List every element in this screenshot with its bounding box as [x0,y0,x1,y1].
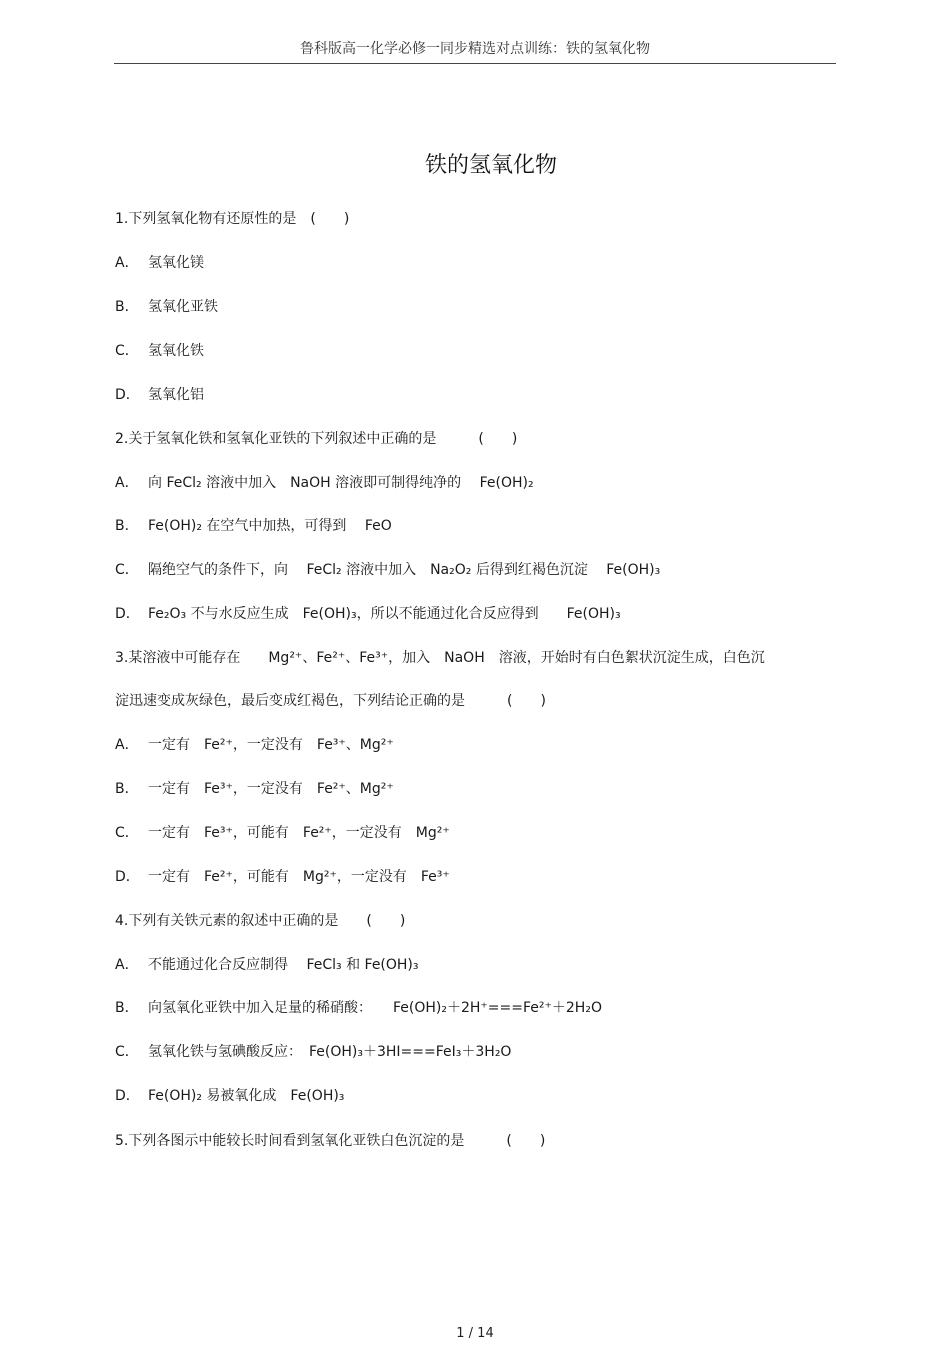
option-label: C． [115,562,139,578]
option-text: 氢氧化镁 [148,255,204,271]
option-text: 向氢氧化亚铁中加入足量的稀硝酸： Fe(OH)₂＋2H⁺===Fe²⁺＋2H₂O [148,1000,602,1016]
document-title: 铁的氢氧化物 [424,153,557,178]
page-number: 1 / 14 [456,1326,494,1341]
option-label: D． [115,869,140,885]
option-text: 一定有 Fe²⁺，可能有 Mg²⁺，一定没有 Fe³⁺ [148,869,450,885]
page-header: 鲁科版高一化学必修一同步精选对点训练：铁的氢氧化物 [300,41,650,57]
question-3-option-b [115,780,394,798]
question-4-option-b [115,999,602,1017]
question-5-stem: 5.下列各图示中能较长时间看到氢氧化亚铁白色沉淀的是 ( ) [115,1133,546,1149]
question-4-option-d [115,1087,344,1105]
option-label: D． [115,606,140,622]
header-divider [114,63,836,64]
option-label: A． [115,957,139,973]
question-3-option-d [115,868,450,886]
question-2-option-b [115,517,392,535]
option-text: 一定有 Fe³⁺，可能有 Fe²⁺，一定没有 Mg²⁺ [148,825,450,841]
question-1-option-a [115,254,204,272]
option-label: A． [115,737,139,753]
option-text: 向 FeCl₂ 溶液中加入 NaOH 溶液即可制得纯净的 Fe(OH)₂ [148,475,534,491]
option-text: 不能通过化合反应制得 FeCl₃ 和 Fe(OH)₃ [148,957,419,973]
question-2-option-a [115,474,534,492]
option-label: A． [115,475,139,491]
option-label: B． [115,1000,139,1016]
question-4-option-a [115,956,419,974]
question-2-option-c [115,561,660,579]
option-text: 氢氧化亚铁 [148,299,218,315]
option-label: C． [115,343,139,359]
question-3-option-c [115,824,450,842]
question-4-option-c [115,1043,511,1061]
option-text: Fe(OH)₂ 在空气中加热，可得到 FeO [148,518,392,534]
question-1-option-d [115,386,204,404]
question-2-stem: 2.关于氢氧化铁和氢氧化亚铁的下列叙述中正确的是 ( ) [115,431,518,447]
option-label: D． [115,1088,140,1104]
option-label: C． [115,825,139,841]
option-text: Fe(OH)₂ 易被氧化成 Fe(OH)₃ [148,1088,345,1104]
question-3-option-a [115,736,394,754]
question-4-stem: 4.下列有关铁元素的叙述中正确的是 ( ) [115,913,406,929]
option-label: C． [115,1044,139,1060]
question-2-option-d [115,605,621,623]
option-label: B． [115,518,139,534]
question-3-stem-line-1: 3.某溶液中可能存在 Mg²⁺、Fe²⁺、Fe³⁺，加入 NaOH 溶液，开始时有白色絮状沉淀生成，白色沉 [115,650,765,666]
option-label: B． [115,299,139,315]
option-text: Fe₂O₃ 不与水反应生成 Fe(OH)₃，所以不能通过化合反应得到 Fe(OH)₃ [148,606,621,622]
option-label: A． [115,255,139,271]
question-3-stem-line-2: 淀迅速变成灰绿色，最后变成红褐色，下列结论正确的是 ( ) [115,693,546,709]
option-text: 氢氧化铁与氢碘酸反应： Fe(OH)₃＋3HI===FeI₃＋3H₂O [148,1044,512,1060]
option-text: 一定有 Fe³⁺，一定没有 Fe²⁺、Mg²⁺ [148,781,394,797]
question-1-option-b [115,298,218,316]
option-text: 一定有 Fe²⁺，一定没有 Fe³⁺、Mg²⁺ [148,737,394,753]
question-1-stem: 1.下列氢氧化物有还原性的是 ( ) [115,211,350,227]
option-text: 隔绝空气的条件下，向 FeCl₂ 溶液中加入 Na₂O₂ 后得到红褐色沉淀 Fe(OH)₃ [148,562,661,578]
option-label: B． [115,781,139,797]
option-text: 氢氧化铁 [148,343,204,359]
option-label: D． [115,387,140,403]
option-text: 氢氧化铝 [148,387,204,403]
question-1-option-c [115,342,204,360]
